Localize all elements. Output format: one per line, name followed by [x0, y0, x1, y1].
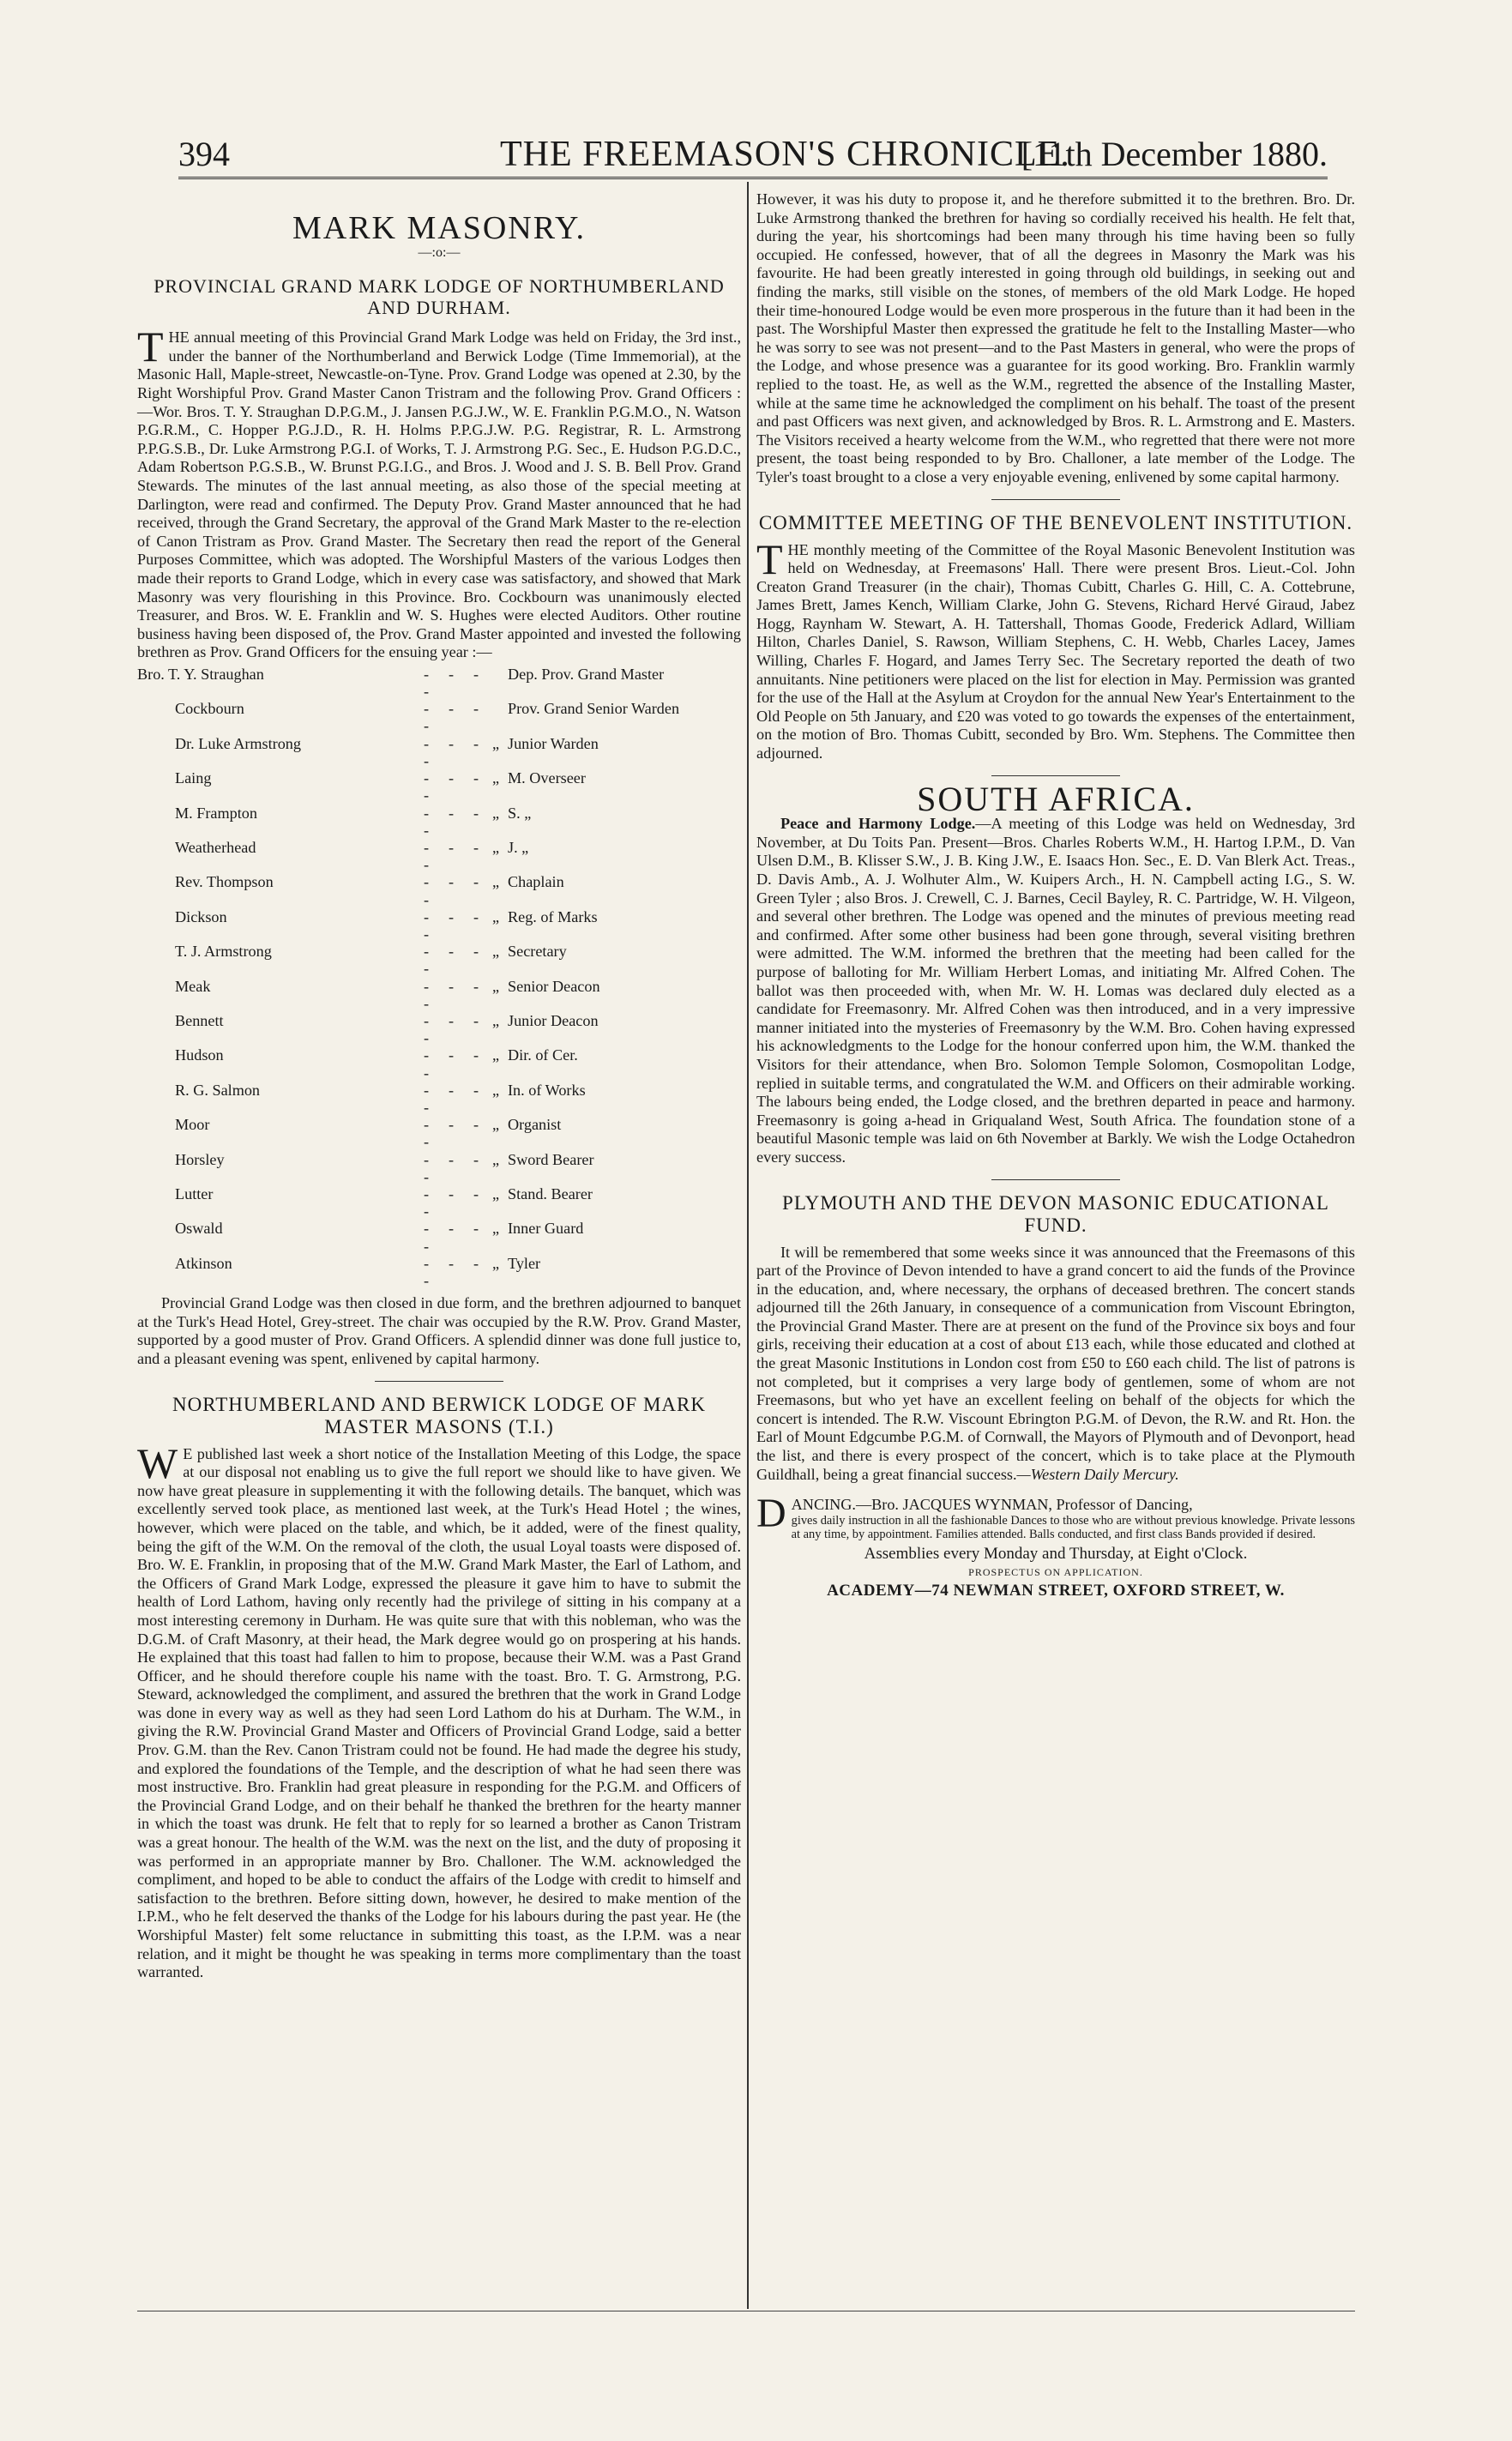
officer-name: Atkinson [175, 1254, 232, 1272]
officer-office: Dir. of Cer. [508, 1046, 578, 1064]
officer-office: M. Overseer [508, 769, 586, 787]
ditto-mark: „ [491, 838, 500, 856]
ad-assemblies: Assemblies every Monday and Thursday, at Eight o'Clock. [864, 1545, 1248, 1564]
officer-office: Dep. Prov. Grand Master [508, 665, 665, 683]
leader-dots: - - - - [424, 804, 484, 839]
officer-name: Laing [175, 769, 212, 787]
roster-row [137, 908, 741, 943]
section-divider [375, 1381, 503, 1382]
banquet-paragraph: Provincial Grand Lodge was then closed in due form, and the brethren adjourned to banquet at the Turk's Head Hotel, Grey-street. The chair was occupied by the R.W. Prov. Grand Master, supported by a good muster of Prov. Grand Officers. A splendid dinner was done full justice to, and a pleasant evening was spent, enlivened by capital harmony. [137, 1294, 741, 1367]
officer-name: Meak [175, 977, 211, 995]
leader-dots: - - - - [424, 1011, 484, 1047]
ditto-mark: „ [491, 734, 500, 752]
officer-name: Cockbourn [175, 700, 244, 718]
drop-cap: D [756, 1491, 786, 1537]
ditto-mark: „ [491, 1116, 500, 1134]
officer-office: Secretary [508, 943, 567, 961]
ditto-mark: „ [491, 907, 500, 925]
roster-row [137, 839, 741, 873]
roster-row [137, 1012, 741, 1046]
drop-cap: W [137, 1438, 178, 1487]
officer-name: T. J. Armstrong [175, 943, 272, 961]
officer-office: Chaplain [508, 873, 564, 891]
ditto-mark [484, 666, 508, 700]
ad-details: gives daily instruction in all the fashionable Dances to those who are without previous knowledge. Private lessons at any time, by appointment. Families attended. Balls conducted, and first class Bands provided if desired. [791, 1514, 1355, 1542]
officer-name: Rev. Thompson [175, 873, 274, 891]
leader-dots: - - - - [424, 1220, 484, 1255]
officer-name: M. Frampton [175, 804, 257, 822]
ditto-mark: „ [491, 977, 500, 995]
officer-name: Moor [175, 1116, 210, 1134]
officer-name: Hudson [175, 1046, 224, 1064]
ditto-mark: „ [491, 804, 500, 822]
officer-office: Reg. of Marks [508, 907, 598, 925]
roster-row [137, 805, 741, 839]
leader-dots: - - - - [424, 734, 484, 769]
roster-row [137, 666, 741, 700]
roster-row [137, 700, 741, 734]
northumberland-title: NORTHUMBERLAND AND BERWICK LODGE OF MARK MASTER MASONS (T.I.) [172, 1393, 706, 1437]
roster-row [137, 943, 741, 977]
roster-row [137, 735, 741, 769]
officer-office: S. „ [508, 804, 532, 822]
plymouth-title: PLYMOUTH AND THE DEVON MASONIC EDUCATIONAL FUND. [782, 1191, 1329, 1236]
leader-dots: - - - - [424, 977, 484, 1012]
officer-office: Junior Deacon [508, 1011, 599, 1029]
leader-dots: - - - - [424, 907, 484, 943]
officer-name: Horsley [175, 1150, 225, 1168]
committee-paragraph: THE monthly meeting of the Committee of the Royal Masonic Benevolent Institution was held on Wednesday, at Freemasons' Hall. There were present Bros. Lieut.-Col. John Creaton Grand Treasurer (in the chair), Thomas Cubitt, Charles G. Hill, C. A. Cottebrune, James Brett, James Kench, William Clarke, John G. Stevens, Richard Hervé Giraud, Jabez Hogg, Raynham W. Stewart, A. H. Tattershall, Thomas Goode, Frederick Adlard, William Hilton, Charles Daniel, S. Rawson, William Stephens, C. H. Webb, Charles Lacey, James Willing, Charles F. Hogard, and James Terry Sec. The Secretary reported the death of two annuitants. Nine petitioners were placed on the list for election in May. Permission was granted for the use of the Hall at the Asylum at Croydon for the annual New Year's Entertainment to the Old People on 5th January, and £20 was voted to go towards the expenses of the entertainment, on the motion of Bro. Thomas Cubitt, seconded by Bro. Wm. Stephens. The Committee then adjourned. [756, 534, 1355, 762]
officer-office: Tyler [508, 1254, 541, 1272]
provincial-paragraph: THE annual meeting of this Provincial Grand Mark Lodge was held on Friday, the 3rd inst., under the banner of the Northumberland and Berwick Lodge (Time Immemorial), at the Masonic Hall, Maple-street, Newcastle-on-Tyne. Prov. Grand Lodge was opened at 2.30, by the Right Worshipful Prov. Grand Master Canon Tristram and the following Prov. Grand Officers :—Wor. Bros. T. Y. Straughan D.P.G.M., J. Jansen P.G.J.W., W. E. Franklin P.G.M.O., N. Watson P.G.R.M., C. Hopper P.G.J.D., R. H. Holms P.P.G.J.W. P.G. Registrar, R. L. Armstrong P.P.G.S.B., Dr. Luke Armstrong P.G.I. of Works, T. J. Armstrong P.G. Sec., E. Hudson P.G.D.C., Adam Robertson P.G.S.B., W. Brunst P.G.I.G., and Bros. J. Wood and J. S. B. Bell Prov. Grand Stewards. The minutes of the last annual meeting, as also those of the special meeting at Darlington, were read and confirmed. The Deputy Prov. Grand Master announced that he had received, through the Grand Secretary, the approval of the Grand Mark Master to the re-election of Canon Tristram as Prov. Grand Master. The Secretary then read the report of the General Purposes Committee, which was adopted. The Worshipful Masters of the various Lodges then made their reports to Grand Lodge, which in every case was satisfactory, and showed that Mark Masonry was very flourishing in this Province. Bro. Cockbourn was unanimously elected Treasurer, and Bros. W. E. Franklin and W. S. Hughes were elected Auditors. Other routine business having been disposed of, the Prov. Grand Master appointed and invested the following brethren as Prov. Grand Officers for the ensuing year :— [137, 322, 741, 661]
continuation-paragraph: However, it was his duty to propose it, and he therefore submitted it to the brethren. Bro. Dr. Luke Armstrong thanked the brethren for having so cordially received his health. He felt that, during the year, his shortcomings had been many through his time having been so fully occupied. He confessed, however, that of all the degrees in Masonry the Mark was his favourite. He had been greatly interested in going through old buildings, in seeking out and finding the marks, still visible on the stones, of members of the old Mark Lodge. He hoped their time-honoured Lodge would be even more prosperous in the future than it had been in the past. The Worshipful Master then expressed the gratitude he felt to the Installing Master—who he was sorry to see was not present—and to the Past Masters in general, who were the props of the Lodge, and whose presence was a guarantee for its good working. Bro. Franklin warmly replied to the toast. He, as well as the W.M., regretted the absence of the Installing Master, while at the same time he acknowledged the compliment on his behalf. The toast of the present and past Officers was next given, and acknowledged by Bros. R. L. Armstrong and E. Masters. The Visitors received a hearty welcome from the W.M., who regretted that there were not more present, the toast being responded to by Bro. Challoner, a late member of the Lodge. The Tyler's toast brought to a close a very enjoyable evening, enlivened by some capital harmony. [756, 190, 1355, 485]
officer-name: R. G. Salmon [175, 1081, 261, 1099]
right-column [756, 190, 1355, 1600]
leader-dots: - - - - [424, 769, 484, 805]
ditto-mark: „ [491, 1220, 500, 1238]
ditto-mark: „ [491, 1046, 500, 1064]
roster-row [137, 1220, 741, 1254]
officer-name: Dr. Luke Armstrong [175, 734, 301, 752]
officer-office: Senior Deacon [508, 977, 600, 995]
ditto-mark [484, 700, 508, 734]
mark-masonry-title: MARK MASONRY. [292, 210, 587, 246]
leader-dots: - - - - [424, 1184, 484, 1220]
committee-title: COMMITTEE MEETING OF THE BENEVOLENT INSTITUTION. [758, 511, 1353, 533]
ditto-mark: „ [491, 1081, 500, 1099]
south-africa-paragraph: Peace and Harmony Lodge.—A meeting of this Lodge was held on Wednesday, 3rd November, at Du Toits Pan. Present—Bros. Charles Roberts W.M., H. Hartog I.P.M., D. Van Ulsen D.M., B. Klisser S.W., J. B. King J.W., E. Isaacs Hon. Sec., E. D. Van Blerk Act. Treas., D. Davis Amb., A. J. Wolhuter Alm., W. Kuipers Arch., H. N. Campbell acting I.G., S. W. Green Tyler ; also Bros. J. Crewell, C. J. Barnes, Cecil Bayley, R. C. Partridge, W. H. Vilgeon, and several other brethren. The Lodge was opened and the minutes of previous meeting read and confirmed. After some other business had been gone through, several visiting brethren were admitted. The W.M. informed the brethren that the meeting had been called for the purpose of balloting for Mr. William Herbert Lomas, and initiating Mr. Alfred Cohen. The ballot was then proceeded with, when Mr. W. H. Lomas was declared duly elected as a candidate for Freemasonry. Mr. Alfred Cohen was then introduced, and in a very impressive manner initiated into the mysteries of Freemasonry by the W.M. Bro. Cohen having expressed his acknowledgments to the Lodge for the honour conferred upon him, the W.M. thanked the Visitors for their attendance, when Bro. Solomon Temple Solomon, Cosmopolitan Lodge, replied in suitable terms, and congratulated the W.M. and Officers on their admirable working. The labours being ended, the Lodge closed, and the brethren departed in peace and harmony. Freemasonry is going a-head in Griqualand West, South Africa. The foundation stone of a beautiful Masonic temple was laid on 6th November at Barkly. We wish the Lodge Octahedron every success. [756, 815, 1355, 1166]
officer-office: Organist [508, 1116, 562, 1134]
officer-office: In. of Works [508, 1081, 586, 1099]
officers-roster [137, 666, 741, 1289]
officer-office: Prov. Grand Senior Warden [508, 700, 680, 718]
ditto-mark: „ [491, 769, 500, 787]
leader-dots: - - - - [424, 700, 484, 735]
roster-row [137, 1046, 741, 1081]
roster-row [137, 873, 741, 907]
leader-dots: - - - - [424, 1116, 484, 1151]
installation-paragraph: W E published last week a short notice of the Installation Meeting of this Lodge, the space at our disposal not enabling us to give the full report we should like to have given. We now have great pleasure in supplementing it with the following details. The banquet, which was excellently served took place, as mentioned last week, at the Turk's Head Hotel ; the wines, however, which were placed on the table, and which, be it added, were of the finest quality, being the gift of the W.M. On the removal of the cloth, the usual Loyal toasts were disposed of. Bro. W. E. Franklin, in proposing that of the M.W. Grand Mark Master, the Earl of Lathom, and the Officers of Grand Mark Lodge, expressed the pleasure it gave him to have to submit the health of Lord Lathom, having only recently had the privilege of sitting in his company at a most interesting ceremony in Durham. He was quite sure that with this nobleman, who was the D.G.M. of Craft Masonry, at their head, the Mark degree would go on prospering at his hands. He explained that this toast had fallen to him to propose, because their W.M. was a Past Grand Officer, and he should therefore couple his name with the toast. Bro. T. G. Armstrong, P.G. Steward, acknowledged the compliment, and assured the brethren that the work in Grand Lodge was done in every way as well as they had seen Lord Lathom do his at Durham. The W.M., in giving the R.W. Provincial Grand Master and Officers of Provincial Grand Lodge, said a better Prov. G.M. than the Rev. Canon Tristram could not be found. He had made the degree his study, and explored the foundations of the Temple, and the description of what he had seen there was most instructive. Bro. Franklin had great pleasure in responding for the P.G.M. and Officers of the Provincial Grand Lodge, and on their behalf he thanked the brethren for the hearty manner in which the toast was drunk. He felt that to reply for so learned a brother as Canon Tristram was a great honour. The health of the W.M. was the next on the list, and the duty of proposing it was performed in an appropriate manner by Bro. Challoner. The W.M. acknowledged the compliment, and hoped to be able to conduct the affairs of the Lodge with credit to himself and satisfaction to the brethren. Before sitting down, however, he desired to make mention of the I.P.M., who he felt deserved the thanks of the Lodge for his labours during the past year. He (the Worshipful Master) felt some reluctance in submitting this toast, as the I.P.M. was a near relation, and it might be thought he was speaking in terms more complimentary than the toast warranted. [137, 1438, 741, 1981]
roster-row [137, 1185, 741, 1220]
ditto-mark: „ [491, 873, 500, 891]
leader-dots: - - - - [424, 1254, 484, 1289]
roster-row [137, 769, 741, 804]
roster-row [137, 1116, 741, 1150]
ornament: —:o:— [418, 244, 461, 260]
officer-office: Inner Guard [508, 1220, 584, 1238]
ditto-mark: „ [491, 1150, 500, 1168]
ad-headline: ANCING.—Bro. JACQUES WYNMAN, Professor of Dancing, [791, 1496, 1193, 1514]
column-divider [747, 182, 749, 2309]
page-number: 394 [178, 135, 230, 173]
officer-office: Junior Warden [508, 734, 599, 752]
masthead: THE FREEMASON'S CHRONICLE. [500, 135, 1070, 174]
left-column [137, 190, 741, 1982]
drop-cap: T [756, 534, 783, 583]
header-rule [178, 177, 1328, 179]
officer-name: Lutter [175, 1184, 214, 1202]
section-divider [991, 1179, 1120, 1180]
drop-cap: T [137, 322, 164, 371]
roster-row [137, 1255, 741, 1289]
page-header [178, 129, 1328, 173]
section-divider [991, 499, 1120, 500]
ad-address: ACADEMY—74 NEWMAN STREET, OXFORD STREET, W. [827, 1582, 1285, 1600]
leader-dots: - - - - [424, 1150, 484, 1185]
lodge-name: Peace and Harmony Lodge. [780, 815, 976, 833]
officer-name: Bennett [175, 1011, 224, 1029]
section-divider [991, 775, 1120, 776]
officer-office: Stand. Bearer [508, 1184, 593, 1202]
ditto-mark: „ [491, 1011, 500, 1029]
leader-dots: - - - - [424, 943, 484, 978]
officer-name: Weatherhead [175, 838, 256, 856]
dancing-advertisement [756, 1491, 1355, 1600]
leader-dots: - - - - [424, 873, 484, 908]
provincial-title: PROVINCIAL GRAND MARK LODGE OF NORTHUMBERLAND AND DURHAM. [154, 275, 725, 319]
roster-row [137, 1082, 741, 1116]
officer-office: J. „ [508, 838, 529, 856]
roster-row [137, 1151, 741, 1185]
leader-dots: - - - - [424, 838, 484, 874]
officer-office: Sword Bearer [508, 1150, 594, 1168]
leader-dots: - - - - [424, 1081, 484, 1116]
officer-name: Oswald [175, 1220, 223, 1238]
source-credit: —Western Daily Mercury. [1016, 1465, 1179, 1483]
ditto-mark: „ [491, 1184, 500, 1202]
issue-date: [11th December 1880. [1021, 135, 1328, 173]
officer-name: Dickson [175, 907, 227, 925]
ad-prospectus: PROSPECTUS ON APPLICATION. [968, 1565, 1143, 1578]
officer-name: Bro. T. Y. Straughan [137, 665, 264, 683]
south-africa-title: SOUTH AFRICA. [917, 779, 1195, 818]
roster-row [137, 978, 741, 1012]
ditto-mark: „ [491, 943, 500, 961]
plymouth-paragraph: It will be remembered that some weeks since it was announced that the Freemasons of this part of the Province of Devon intended to have a grand concert to aid the funds of the Province in the education, and, where necessary, the orphans of deceased brethren. The concert stands adjourned till the 26th January, in consequence of a communication from Viscount Ebrington, the Provincial Grand Master. There are at present on the fund of the Province six boys and four girls, receiving their education at a cost of about £13 each, while those educated and clothed at the great Masonic Institutions in London cost from £50 to £60 each child. The list of patrons is not completed, but it comprises a very large body of gentlemen, some of whom are not Freemasons, but who yet have an excellent feeling on behalf of the objects for which the concert is intended. The R.W. Viscount Ebrington P.G.M. of Devon, the R.W. and Rt. Hon. the Earl of Mount Edgcumbe P.G.M. of Cornwall, the Mayors of Plymouth and of Devonport, head the list, and there is every prospect of the concert, which is to take place at the Plymouth Guildhall, being a great financial success.—Western Daily Mercury. [756, 1243, 1355, 1483]
leader-dots: - - - - [424, 1046, 484, 1082]
leader-dots: - - - - [424, 665, 484, 701]
ditto-mark: „ [491, 1254, 500, 1272]
